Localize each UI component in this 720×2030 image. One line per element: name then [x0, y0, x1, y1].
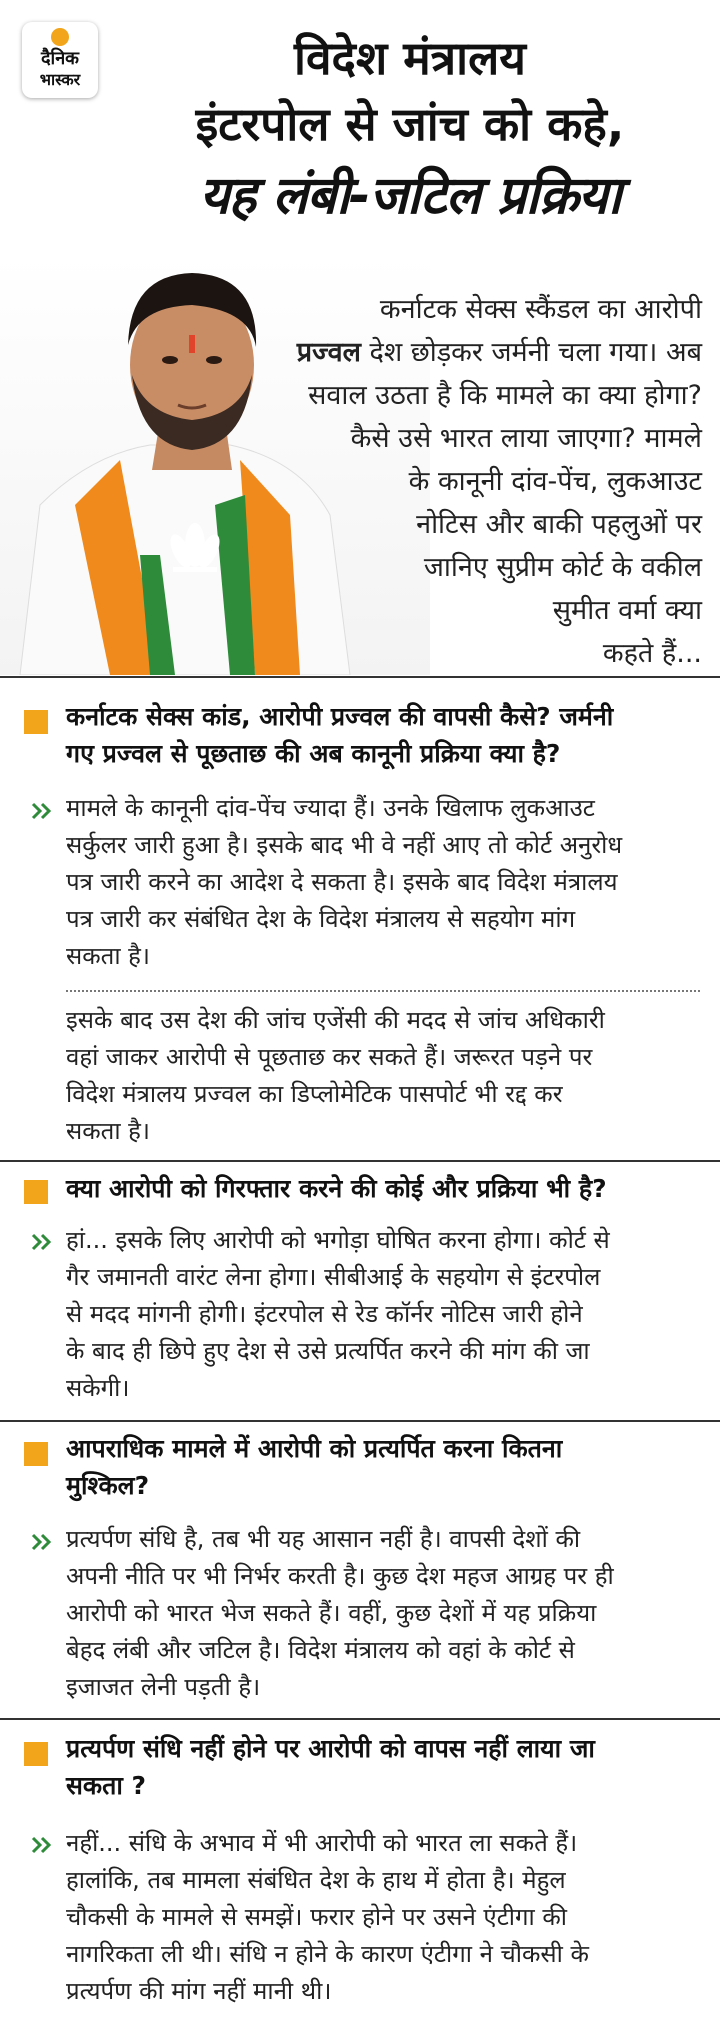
answer-line: गैर जमानती वारंट लेना होगा। सीबीआई के सहयोग से इंटरपोल: [66, 1263, 601, 1291]
answer-line: चौकसी के मामले से समझें। फरार होने पर उसने एंटीगा की: [66, 1903, 568, 1931]
answer-line: के बाद ही छिपे हुए देश से उसे प्रत्यर्पित करने की मांग की जा: [66, 1337, 590, 1365]
double-chevron-icon: [30, 1230, 54, 1254]
question-line: प्रत्यर्पण संधि नहीं होने पर आरोपी को वापस नहीं लाया जा: [66, 1734, 595, 1763]
question-marker-icon: [24, 1442, 48, 1466]
answer-line: नागरिकता ली थी। संधि न होने के कारण एंटीगा ने चौकसी के: [66, 1940, 589, 1968]
answer-line: इसके बाद उस देश की जांच एजेंसी की मदद से जांच अधिकारी: [66, 1006, 605, 1034]
answer-line: वहां जाकर आरोपी से पूछताछ कर सकते हैं। जरूरत पड़ने पर: [66, 1043, 593, 1071]
answer-2: [66, 1222, 700, 1407]
intro-line: कर्नाटक सेक्स स्कैंडल का आरोपी: [379, 294, 702, 325]
intro-line-rest: देश छोड़कर जर्मनी चला गया। अब: [360, 337, 702, 368]
question-line: गए प्रज्वल से पूछताछ की अब कानूनी प्रक्रिया क्या है?: [66, 739, 561, 768]
question-marker-icon: [24, 1742, 48, 1766]
intro-line: जानिए सुप्रीम कोर्ट के वकील: [423, 552, 702, 583]
question-line: सकता ?: [66, 1771, 147, 1800]
intro-line: सुमीत वर्मा क्या: [552, 595, 702, 626]
divider: [0, 1160, 720, 1162]
question-3: [66, 1430, 700, 1504]
question-line: आपराधिक मामले में आरोपी को प्रत्यर्पित करना कितना: [66, 1434, 563, 1463]
headline-line1: विदेश मंत्रालय: [294, 31, 526, 85]
answer-line: प्रत्यर्पण की मांग नहीं मानी थी।: [66, 1977, 332, 2005]
answer-1: [66, 790, 700, 975]
answer-line: नहीं... संधि के अभाव में भी आरोपी को भारत ला सकते हैं।: [66, 1829, 578, 1857]
intro-text: [262, 288, 702, 675]
answer-1-continued: [66, 1002, 700, 1150]
intro-line: कैसे उसे भारत लाया जाएगा? मामले: [350, 423, 702, 454]
intro-line: नोटिस और बाकी पहलुओं पर: [416, 509, 702, 540]
answer-line: विदेश मंत्रालय प्रज्वल का डिप्लोमेटिक पासपोर्ट भी रद्द कर: [66, 1080, 563, 1108]
answer-line: सकता है।: [66, 942, 151, 970]
question-marker-icon: [24, 1180, 48, 1204]
answer-4: [66, 1825, 700, 2010]
question-marker-icon: [24, 710, 48, 734]
question-2: [66, 1170, 700, 1207]
question-4: [66, 1730, 700, 1804]
intro-line: कहते हैं...: [602, 638, 702, 669]
answer-line: मामले के कानूनी दांव-पेंच ज्यादा हैं। उनके खिलाफ लुकआउट: [66, 794, 595, 822]
headline-line3: यह लंबी-जटिल प्रक्रिया: [199, 166, 621, 226]
answer-line: सकता है।: [66, 1117, 151, 1145]
divider: [0, 676, 720, 678]
double-chevron-icon: [30, 1833, 54, 1857]
answer-line: बेहद लंबी और जटिल है। विदेश मंत्रालय को वहां के कोर्ट से: [66, 1636, 575, 1664]
logo-line2: भास्कर: [39, 70, 81, 89]
intro-line: सवाल उठता है कि मामले का क्या होगा?: [308, 380, 702, 411]
divider: [0, 1718, 720, 1720]
answer-line: सकेगी।: [66, 1374, 130, 1402]
divider: [0, 1420, 720, 1422]
question-line: कर्नाटक सेक्स कांड, आरोपी प्रज्वल की वापसी कैसे? जर्मनी: [66, 702, 614, 731]
question-line: मुश्किल?: [66, 1471, 150, 1500]
intro-name-bold: प्रज्वल: [296, 337, 361, 368]
answer-line: से मदद मांगनी होगी। इंटरपोल से रेड कॉर्नर नोटिस जारी होने: [66, 1300, 583, 1328]
answer-3: [66, 1521, 700, 1706]
answer-line: इजाजत लेनी पड़ती है।: [66, 1673, 261, 1701]
answer-line: पत्र जारी करने का आदेश दे सकता है। इसके बाद विदेश मंत्रालय: [66, 868, 618, 896]
double-chevron-icon: [30, 1530, 54, 1554]
answer-line: आरोपी को भारत भेज सकते हैं। वहीं, कुछ देशों में यह प्रक्रिया: [66, 1599, 597, 1627]
double-chevron-icon: [30, 799, 54, 823]
dainik-bhaskar-logo: [22, 22, 98, 98]
answer-line: सर्कुलर जारी हुआ है। इसके बाद भी वे नहीं आए तो कोर्ट अनुरोध: [66, 831, 623, 859]
answer-line: हां... इसके लिए आरोपी को भगोड़ा घोषित करना होगा। कोर्ट से: [66, 1226, 610, 1254]
answer-line: हालांकि, तब मामला संबंधित देश के हाथ में होता है। मेहुल: [66, 1866, 566, 1894]
intro-line: [262, 331, 702, 374]
answer-line: पत्र जारी कर संबंधित देश के विदेश मंत्रालय से सहयोग मांग: [66, 905, 576, 933]
question-line: क्या आरोपी को गिरफ्तार करने की कोई और प्रक्रिया भी है?: [66, 1174, 607, 1203]
headline-line2: इंटरपोल से जांच को कहे,: [195, 97, 625, 151]
answer-line: अपनी नीति पर भी निर्भर करती है। कुछ देश महज आग्रह पर ही: [66, 1562, 614, 1590]
logo-line1: दैनिक: [40, 48, 80, 69]
question-1: [66, 698, 700, 772]
dotted-divider: [66, 990, 700, 992]
answer-line: प्रत्यर्पण संधि है, तब भी यह आसान नहीं है। वापसी देशों की: [66, 1525, 581, 1553]
intro-line: के कानूनी दांव-पेंच, लुकआउट: [408, 466, 702, 497]
sun-icon: [51, 28, 69, 46]
